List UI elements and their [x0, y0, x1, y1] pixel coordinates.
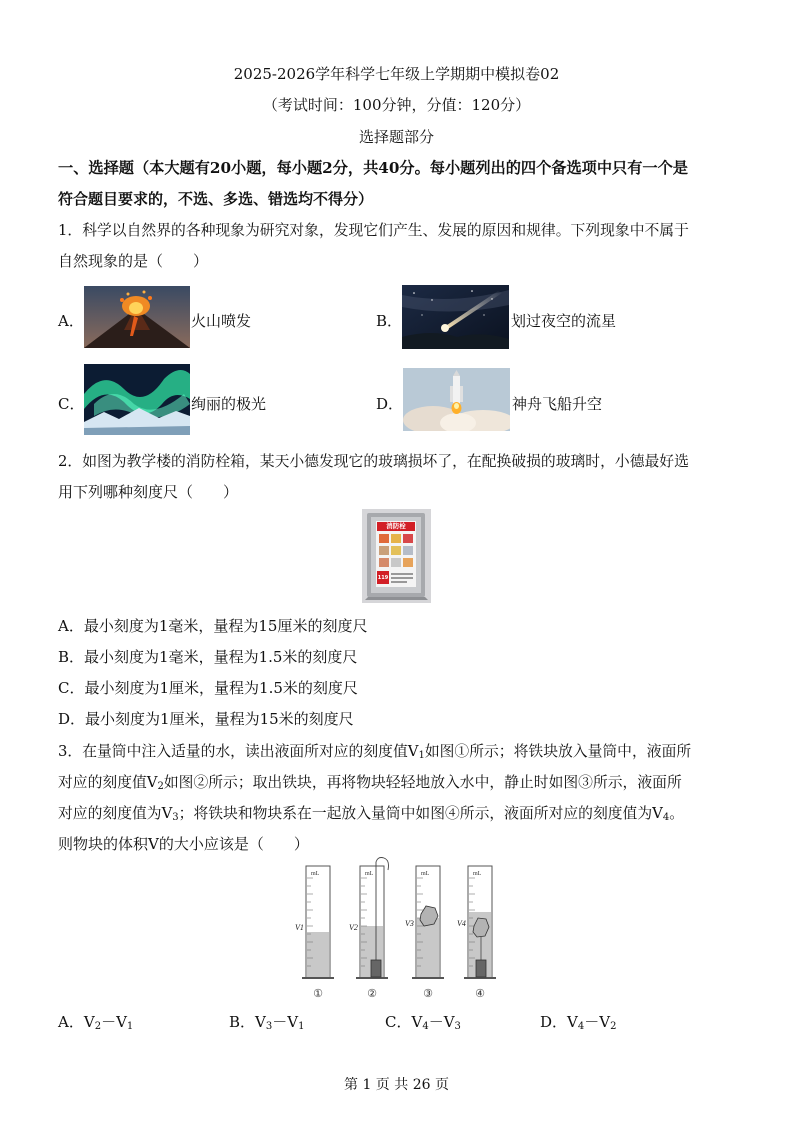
option-b-letter: B．	[376, 312, 403, 330]
q3-option-a-letter: A．	[58, 1013, 84, 1031]
cylinder-1	[295, 866, 334, 978]
hydrant-box-label: 消防栓	[386, 522, 406, 530]
question-2-text-cont: 用下列哪种刻度尺（ ）	[58, 483, 239, 501]
q3-option-d-letter: D．	[540, 1013, 568, 1031]
q2-option-d: D．最小刻度为1厘米，量程为15米的刻度尺	[58, 710, 354, 728]
question-1-text-cont: 自然现象的是（ ）	[58, 252, 209, 270]
section-heading: 一、选择题（本大题有20小题，每小题2分，共40分。每小题列出的四个备选项中只有一个是	[58, 159, 688, 177]
page-number: 第 1 页 共 26 页	[344, 1077, 449, 1093]
cylinder-3	[405, 866, 444, 978]
cylinder-2-unit: mL	[365, 871, 374, 877]
q3-option-b	[229, 1011, 304, 1032]
question-3-text-cont-2: 对应的刻度值为$V_3$；将铁块和物块系在一起放入量筒中如图④所示，液面所对应的刻度值为$V_4$。	[58, 805, 685, 823]
cylinder-1-unit: mL	[311, 871, 320, 877]
cylinder-2	[349, 858, 389, 979]
q3-option-c-letter: C．	[385, 1013, 412, 1031]
cylinder-2-label: V2	[349, 923, 358, 932]
page-title: 2025-2026学年科学七年级上学期期中模拟卷02	[233, 65, 560, 83]
cylinder-1-label: V1	[295, 923, 304, 932]
cylinder-4-unit: mL	[473, 871, 482, 877]
q3-option-a	[58, 1011, 133, 1032]
volcano-image	[84, 286, 190, 348]
cylinder-3-unit: mL	[421, 871, 430, 877]
q3-option-d	[540, 1011, 616, 1032]
graduated-cylinders-figure	[292, 856, 502, 1002]
meteor-image	[402, 285, 509, 349]
section-heading-cont: 符合题目要求的，不选、多选、错选均不得分）	[58, 190, 374, 208]
q3-option-b-expr: $V_3-V_1$	[255, 1013, 305, 1032]
cylinder-3-label: V3	[405, 919, 414, 928]
exam-info: （考试时间：100分钟，分值：120分）	[262, 96, 531, 114]
rocket-image	[403, 368, 510, 431]
question-3-text-cont-1: 对应的刻度值$V_2$如图②所示；取出铁块，再将物块轻轻地放入水中，静止时如图③所示，液面所	[58, 774, 682, 792]
aurora-image	[84, 364, 190, 435]
option-d-letter: D．	[376, 395, 404, 413]
section-part-title: 选择题部分	[358, 128, 434, 146]
question-3-text-cont-3: 则物块的体积V的大小应该是（ ）	[58, 835, 309, 853]
q3-option-b-letter: B．	[229, 1013, 256, 1031]
q3-option-d-expr: $V_4-V_2$	[567, 1013, 617, 1032]
option-a-text: 火山喷发	[191, 312, 252, 330]
question-3-text: 3．在量筒中注入适量的水，读出液面所对应的刻度值$V_1$如图①所示；将铁块放入量筒中，液面所	[58, 743, 692, 761]
q3-option-c	[385, 1011, 461, 1032]
option-d-text: 神舟飞船升空	[512, 395, 603, 413]
option-c-text: 绚丽的极光	[191, 395, 267, 413]
cylinder-2-number: ②	[367, 988, 377, 1000]
question-2-text: 2．如图为教学楼的消防栓箱，某天小德发现它的玻璃损坏了，在配换破损的玻璃时，小德最好选	[58, 453, 689, 470]
q2-option-a: A．最小刻度为1毫米，量程为15厘米的刻度尺	[58, 617, 368, 635]
q2-option-c: C．最小刻度为1厘米，量程为1.5米的刻度尺	[58, 679, 358, 697]
cylinder-4-number: ④	[475, 988, 485, 1000]
option-a-letter: A．	[58, 312, 84, 330]
cylinder-4-label: V4	[457, 919, 466, 928]
cylinder-4	[457, 866, 496, 978]
fire-hydrant-box-image	[362, 509, 431, 603]
q2-option-b: B．最小刻度为1毫米，量程为1.5米的刻度尺	[58, 648, 358, 666]
cylinder-1-number: ①	[313, 988, 323, 1000]
option-c-letter: C．	[58, 395, 85, 413]
q3-option-c-expr: $V_4-V_3$	[411, 1013, 461, 1032]
hydrant-box-number: 119	[377, 575, 389, 581]
q3-option-a-expr: $V_2-V_1$	[83, 1013, 134, 1032]
option-b-text: 划过夜空的流星	[511, 312, 617, 330]
question-1-text: 1．科学以自然界的各种现象为研究对象，发现它们产生、发展的原因和规律。下列现象中不属于	[58, 222, 689, 239]
cylinder-3-number: ③	[423, 988, 433, 1000]
